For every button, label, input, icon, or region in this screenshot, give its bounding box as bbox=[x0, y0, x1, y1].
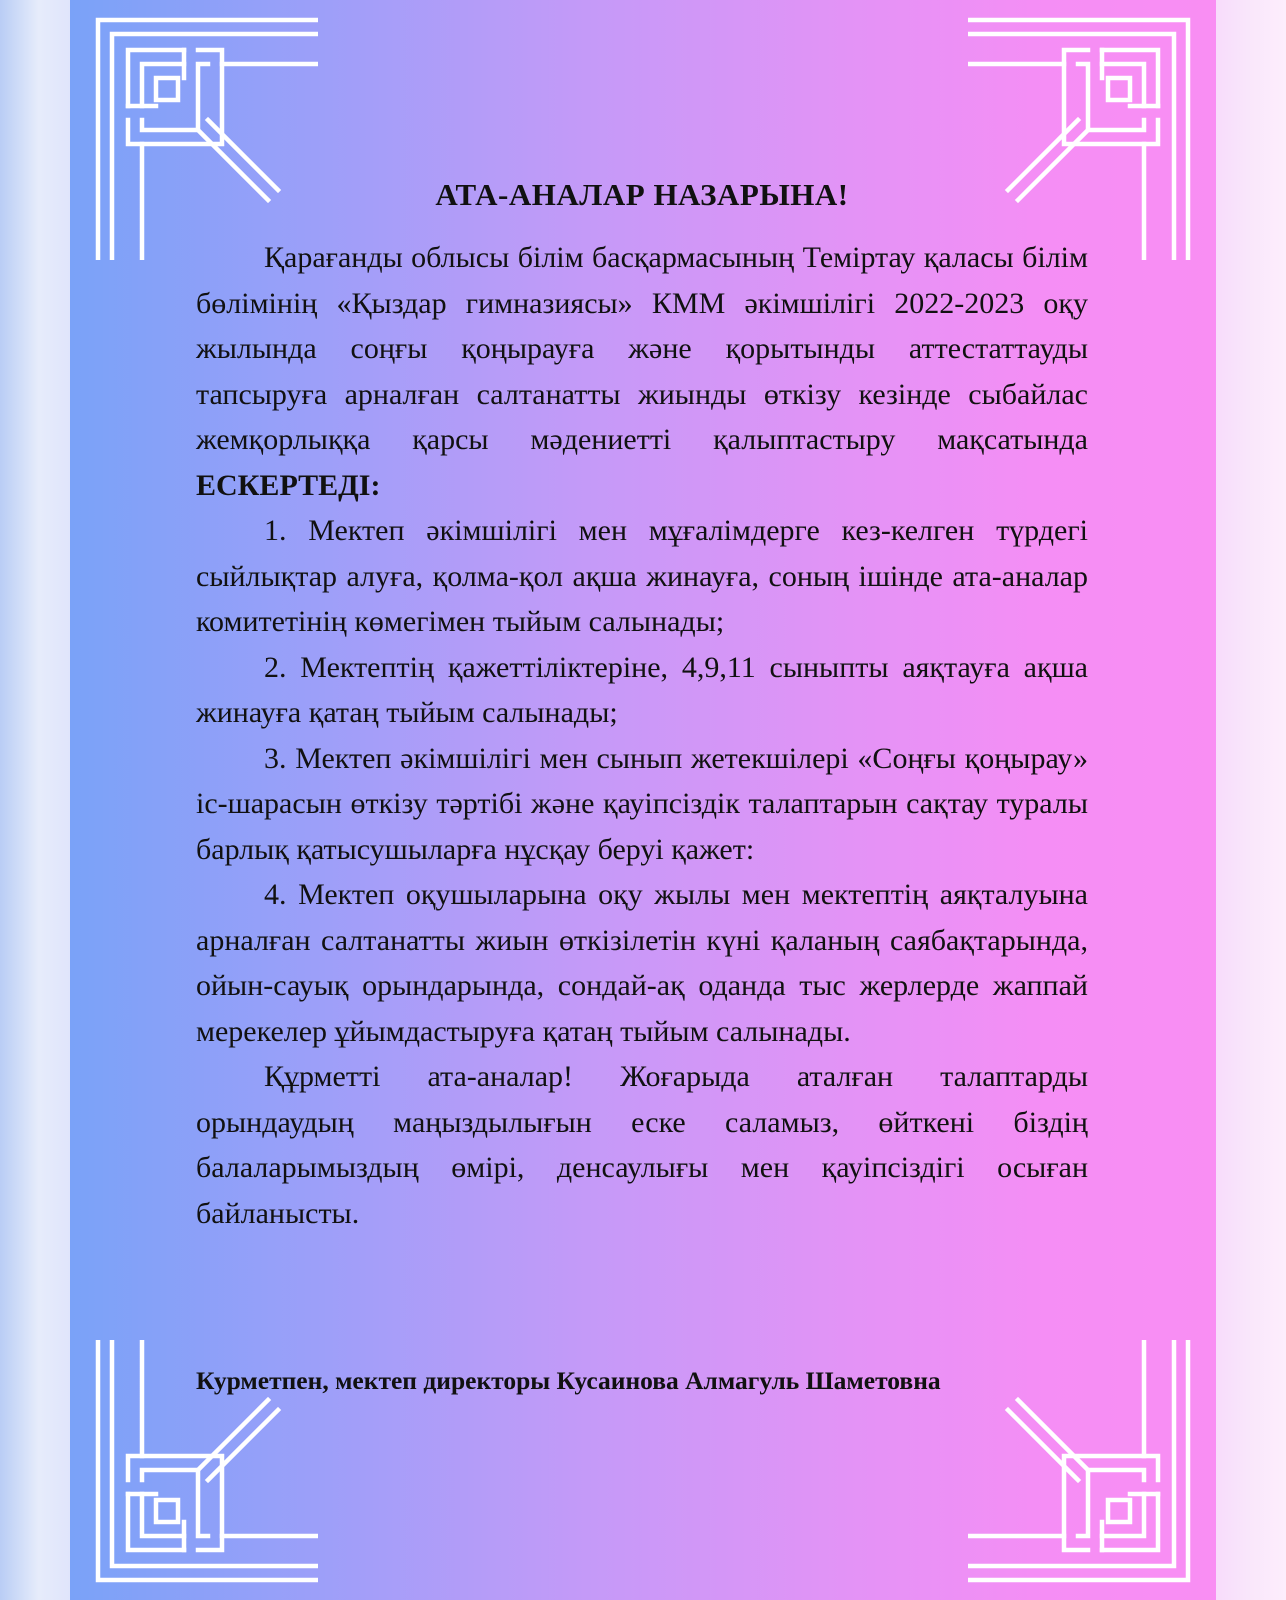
intro-paragraph bbox=[196, 235, 1088, 508]
list-item-2: 2. Мектептің қажеттіліктеріне, 4,9,11 сыныпты аяқтауға ақша жинауға қатаң тыйым салынады; bbox=[196, 650, 1088, 730]
closing-paragraph: Құрметті ата-аналар! Жоғарыда аталған талаптарды орындаудың маңыздылығын еске саламыз, өйткені біздің балаларымыздың өмірі, денсаулығы мен қауіпсіздігі осыған байланысты. bbox=[196, 1060, 1088, 1230]
intro-text: Қарағанды облысы білім басқармасының Теміртау қаласы білім бөлімінің «Қыздар гимназиясы» КММ әкімшілігі 2022-2023 оқу жылында соңғы қоңырауға және қорытынды аттестаттауды тапсыруға арналған салтанатты жиынды өткізу кезінде сыбайлас жемқорлыққа қарсы мәдениетті қалыптастыру мақсатында bbox=[196, 241, 1088, 457]
signature-line: Курметпен, мектеп директоры Кусаинова Алмагуль Шаметовна bbox=[196, 1366, 941, 1395]
list-item-3: 3. Мектеп әкімшілігі мен сынып жетекшілері «Соңғы қоңырау» іс-шарасын өткізу тәртібі және қауіпсіздік талаптарын сақтау туралы барлық қатысушыларға нұсқау беруі қажет: bbox=[196, 741, 1088, 866]
list-item-4: 4. Мектеп оқушыларына оқу жылы мен мектептің аяқталуына арналған салтанатты жиын өткізілетін күні қаланың саябақтарында, ойын-сауық орындарында, сондай-ақ оданда тыс жерлерде жаппай мерекелер ұйымдастыруға қатаң тыйым салынады. bbox=[196, 878, 1088, 1048]
list-item-1: 1. Мектеп әкімшілігі мен мұғалімдерге кез-келген түрдегі сыйлықтар алуға, қолма-қол ақша жинауға, соның ішінде ата-аналар комитетінің көмегімен тыйым салынады; bbox=[196, 514, 1088, 639]
document-title: АТА-АНАЛАР НАЗАРЫНА! bbox=[435, 177, 849, 212]
intro-emphasis: ЕСКЕРТЕДІ: bbox=[196, 468, 381, 502]
announcement-poster bbox=[70, 0, 1216, 1600]
announcement-body bbox=[196, 176, 1088, 1236]
